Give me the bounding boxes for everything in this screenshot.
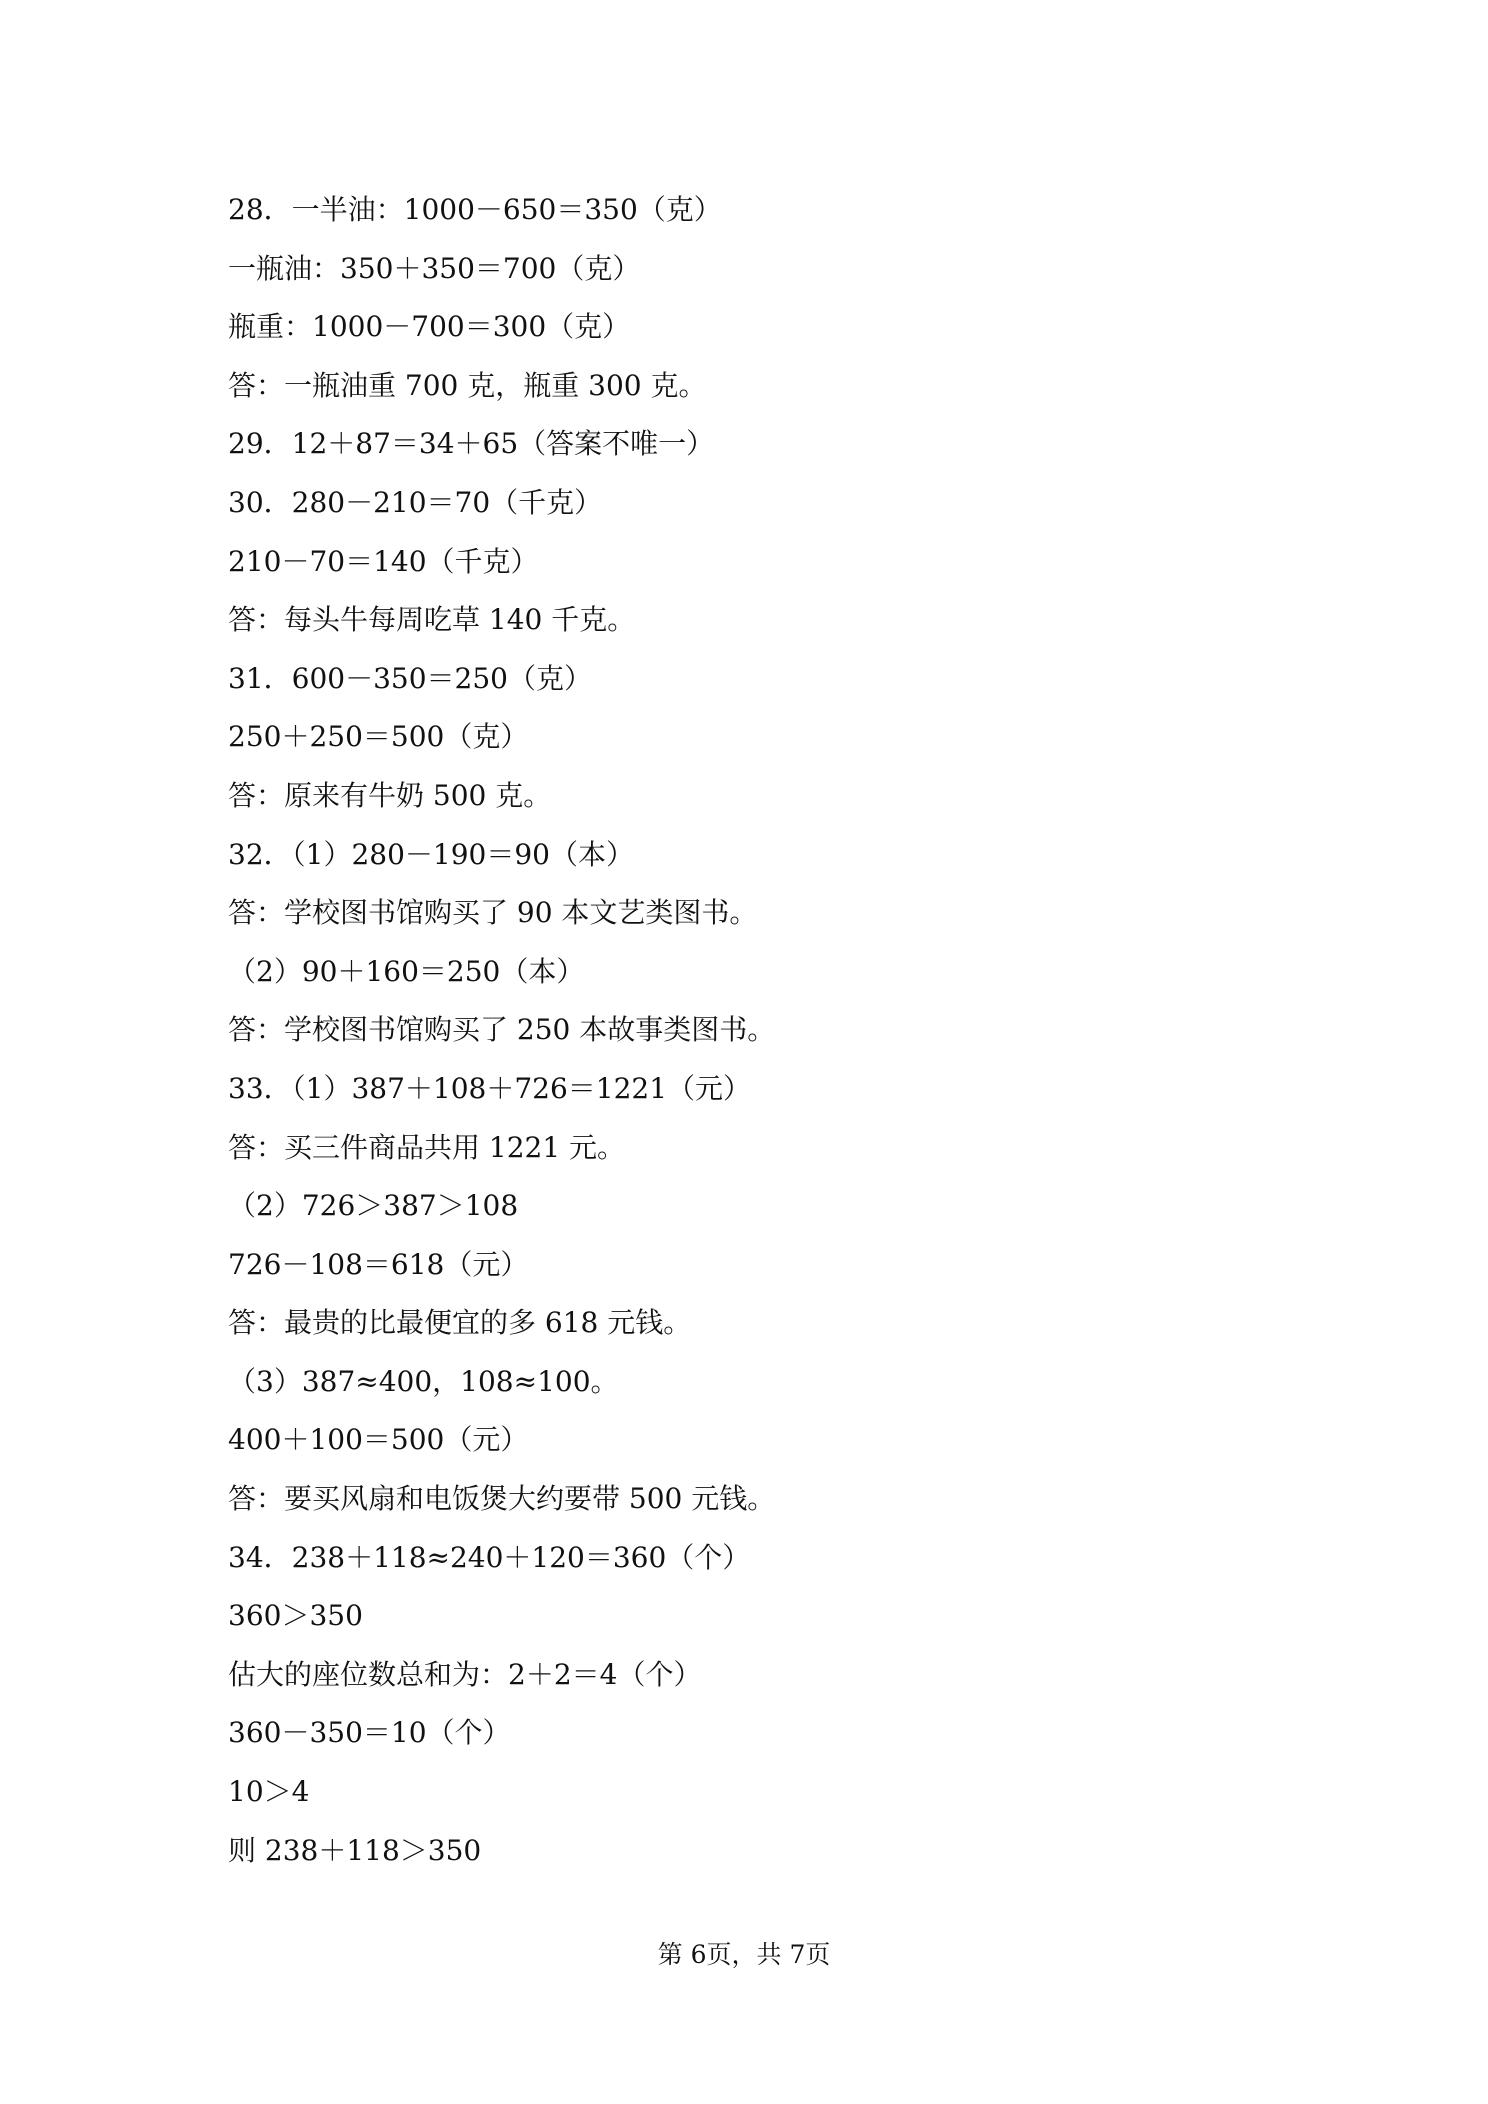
- text-line: 答：最贵的比最便宜的多 618 元钱。: [228, 1306, 692, 1340]
- text-line: （2）90＋160＝250（本）: [228, 954, 585, 988]
- text-line: 33．（1）387＋108＋726＝1221（元）: [228, 1071, 752, 1105]
- text-line: 答：一瓶油重 700 克，瓶重 300 克。: [228, 368, 707, 402]
- text-line: （2）726＞387＞108: [228, 1189, 519, 1223]
- text-line: 360＞350: [228, 1599, 363, 1633]
- text-line: 28．一半油：1000－650＝350（克）: [228, 193, 722, 226]
- text-line: 34．238＋118≈240＋120＝360（个）: [228, 1540, 751, 1574]
- text-line: 则 238＋118＞350: [228, 1833, 482, 1867]
- text-line: 726－108＝618（元）: [228, 1247, 529, 1281]
- text-line: 答：买三件商品共用 1221 元。: [228, 1130, 626, 1164]
- text-line: 29．12＋87＝34＋65（答案不唯一）: [228, 427, 715, 461]
- text-line: （3）387≈400，108≈100。: [228, 1364, 619, 1398]
- text-line: 估大的座位数总和为：2＋2＝4（个）: [228, 1657, 702, 1691]
- text-line: 答：学校图书馆购买了 250 本故事类图书。: [228, 1013, 776, 1047]
- text-line: 瓶重：1000－700＝300（克）: [228, 310, 631, 344]
- text-line: 360－350＝10（个）: [228, 1716, 511, 1750]
- text-line: 答：学校图书馆购买了 90 本文艺类图书。: [228, 896, 758, 930]
- text-line: 10＞4: [228, 1775, 310, 1809]
- text-line: 250＋250＝500（克）: [228, 720, 529, 754]
- text-line: 400＋100＝500（元）: [228, 1423, 529, 1457]
- text-line: 答：每头牛每周吃草 140 千克。: [228, 603, 636, 637]
- text-line: 30．280－210＝70（千克）: [228, 485, 603, 519]
- text-line: 31．600－350＝250（克）: [228, 661, 592, 695]
- text-line: 一瓶油：350＋350＝700（克）: [228, 251, 641, 285]
- answer-content: [228, 188, 1328, 1887]
- text-line: 答：原来有牛奶 500 克。: [228, 778, 552, 812]
- page-number-footer: 第 6页，共 7页: [657, 1940, 831, 1969]
- text-line: 答：要买风扇和电饭煲大约要带 500 元钱。: [228, 1482, 776, 1516]
- text-line: 32．（1）280－190＝90（本）: [228, 837, 634, 871]
- text-line: 210－70＝140（千克）: [228, 544, 539, 578]
